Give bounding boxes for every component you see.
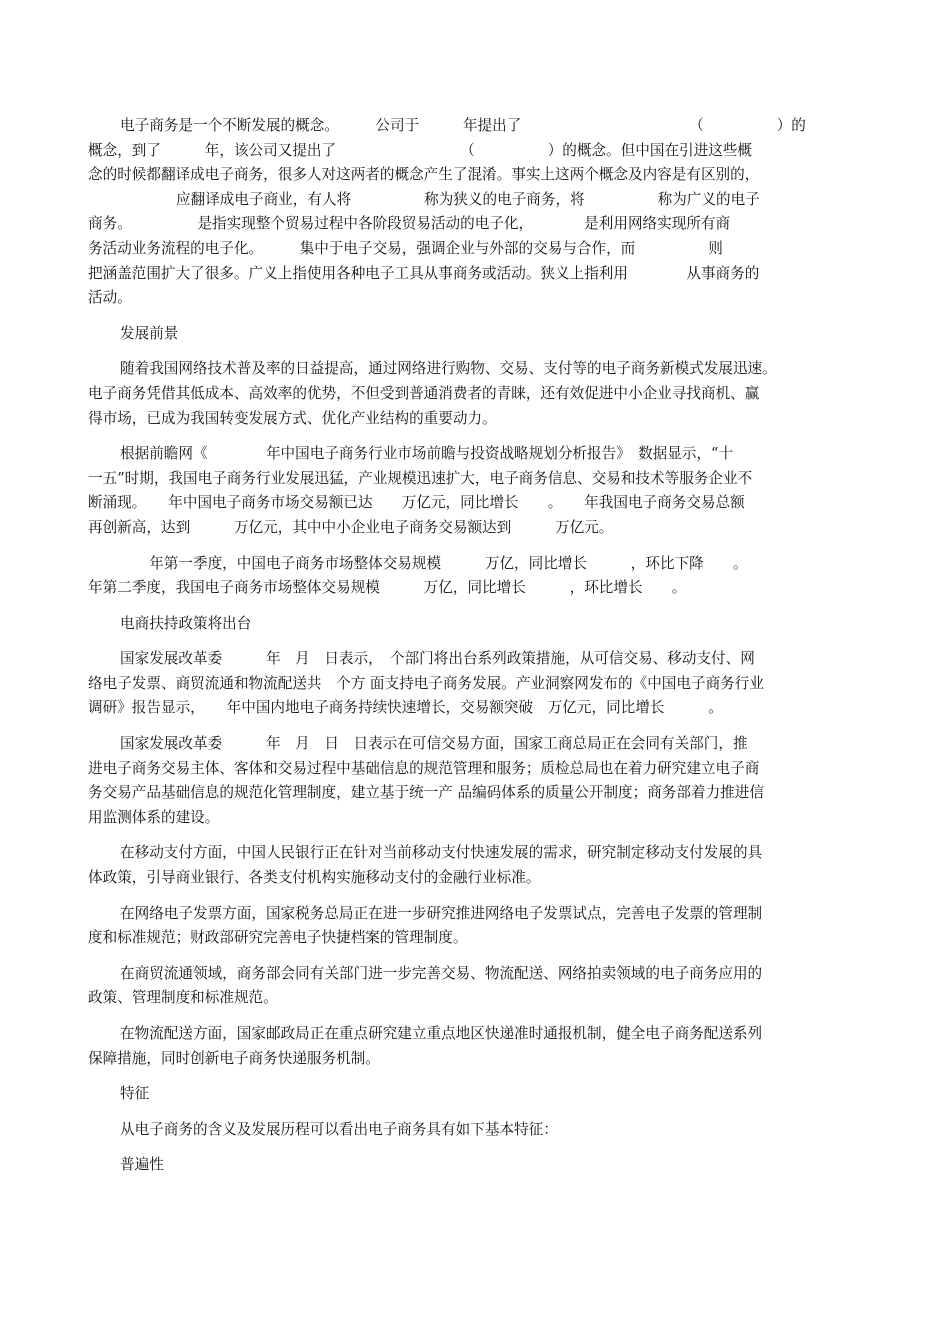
text-line: 务活动业务流程的电子化。 集中于电子交易，强调企业与外部的交易与合作，而 则 [88, 239, 723, 257]
text-line: 念的时候都翻译成电子商务，很多人对这两者的概念产生了混淆。事实上这两个概念及内容是有区别的， [88, 166, 760, 184]
text-line: 用监测体系的建设。 [88, 808, 220, 826]
paragraph-trusted-trade [88, 732, 866, 830]
text-line: 政策、管理制度和标准规范。 [88, 989, 278, 1007]
section-heading-policy: 电商扶持政策将出台 [120, 614, 252, 632]
paragraph-growth [88, 357, 866, 431]
text-line: 年第二季度，我国电子商务市场整体交易规模 万亿，同比增长 ，环比增长 。 [88, 579, 687, 597]
text-line: 络电子发票、商贸流通和物流配送共 个方 面支持电子商务发展。产业洞察网发布的《中国电子商务行业 [88, 674, 764, 692]
text-line: 度和标准规范；财政部研究完善电子快捷档案的管理制度。 [88, 929, 468, 947]
paragraph-mobile-payment [88, 841, 866, 890]
text-line: 在商贸流通领域，商务部会同有关部门进一步完善交易、物流配送、网络拍卖领域的电子商务应用的 [120, 964, 763, 982]
text-line: 在移动支付方面，中国人民银行正在针对当前移动支付快速发展的需求，研究制定移动支付发展的具 [120, 844, 763, 862]
text-line: 国家发展改革委 年 月 日 日表示在可信交易方面，国家工商总局正在会同有关部门，推 [120, 735, 748, 753]
section-heading-universality: 普遍性 [120, 1156, 164, 1174]
text-line: 商务。 是指实现整个贸易过程中各阶段贸易活动的电子化， 是利用网络实现所有商 [88, 215, 731, 233]
text-line: 活动。 [88, 289, 132, 307]
section-heading-features: 特征 [120, 1085, 150, 1103]
text-line: 在网络电子发票方面，国家税务总局正在进一步研究推进网络电子发票试点，完善电子发票的管理制 [120, 904, 763, 922]
text-line: 一五”时期，我国电子商务行业发展迅猛，产业规模迅速扩大，电子商务信息、交易和技术等服务企业不 [88, 469, 753, 487]
text-line: 进电子商务交易主体、客体和交易过程中基础信息的规范管理和服务；质检总局也在着力研究建立电子商 [88, 759, 760, 777]
text-line: 得市场，已成为我国转变发展方式、优化产业结构的重要动力。 [88, 409, 497, 427]
text-line: 随着我国网络技术普及率的日益提高，通过网络进行购物、交易、支付等的电子商务新模式发展迅速。 [120, 360, 777, 378]
text-line: 应翻译成电子商业，有人将 称为狭义的电子商务，将 称为广义的电子 [176, 190, 760, 208]
paragraph-policy-announcement [88, 647, 866, 721]
text-line: 务交易产品基础信息的规范化管理制度，建立基于统一产 品编码体系的质量公开制度；商务部着力推进信 [88, 784, 764, 802]
text-line: 把涵盖范围扩大了很多。广义上指使用各种电子工具从事商务或活动。狭义上指利用 从事商务的 [88, 264, 760, 282]
text-line: 概念，到了 年，该公司又提出了 （ ）的概念。但中国在引进这些概 [88, 141, 753, 159]
document-page [88, 114, 866, 1178]
text-line: 国家发展改革委 年 月 日表示， 个部门将出台系列政策措施，从可信交易、移动支付、网 [120, 650, 755, 668]
text-line: 断涌现。 年中国电子商务市场交易额已达 万亿元，同比增长 。 年我国电子商务交易总额 [88, 494, 745, 512]
paragraph-report-data [88, 442, 866, 540]
text-line: 年第一季度，中国电子商务市场整体交易规模 万亿，同比增长 ，环比下降 。 [120, 554, 748, 572]
text-line: 体政策，引导商业银行、各类支付机构实施移动支付的金融行业标准。 [88, 869, 541, 887]
paragraph-quarterly [88, 552, 866, 601]
paragraph-logistics [88, 1022, 866, 1071]
paragraph-e-invoice [88, 902, 866, 951]
text-line: 电子商务凭借其低成本、高效率的优势，不但受到普通消费者的青睐，还有效促进中小企业寻找商机、赢 [88, 384, 760, 402]
text-line: 保障措施，同时创新电子商务快递服务机制。 [88, 1049, 380, 1067]
section-heading-prospects: 发展前景 [120, 324, 179, 342]
paragraph-definition [88, 114, 866, 311]
text-line: 调研》报告显示， 年中国内地电子商务持续快速增长，交易额突破 万亿元，同比增长 。 [88, 699, 723, 717]
text-line: 根据前瞻网《 年中国电子商务行业市场前瞻与投资战略规划分析报告》 数据显示，“十 [120, 445, 734, 463]
features-intro: 从电子商务的含义及发展历程可以看出电子商务具有如下基本特征： [120, 1120, 558, 1138]
text-line: 在物流配送方面，国家邮政局正在重点研究建立重点地区快递准时通报机制，健全电子商务配送系列 [120, 1025, 763, 1042]
paragraph-commerce-circulation [88, 962, 866, 1011]
text-line: 再创新高，达到 万亿元，其中中小企业电子商务交易额达到 万亿元。 [88, 518, 614, 536]
text-line: 电子商务是一个不断发展的概念。 公司于 年提出了 （ ）的 [120, 117, 806, 134]
